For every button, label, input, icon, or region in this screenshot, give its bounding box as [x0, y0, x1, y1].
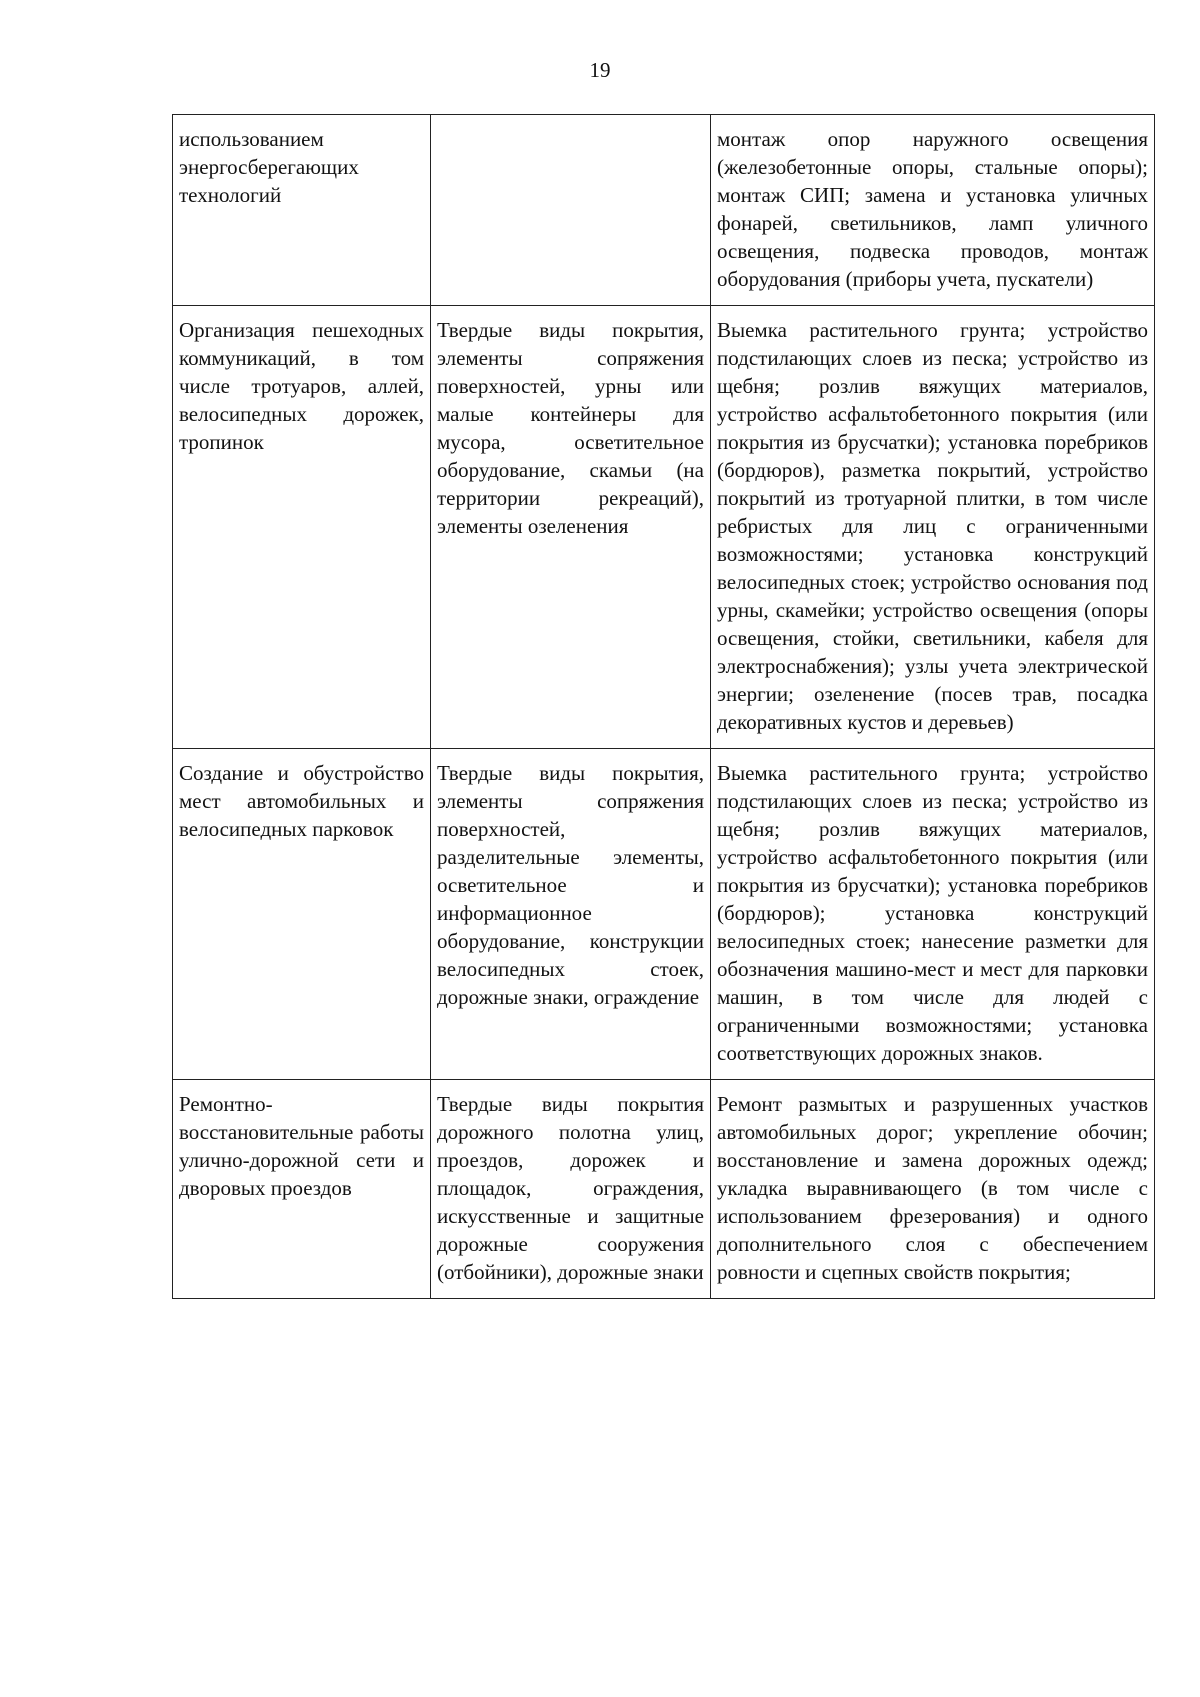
works-list-cell: Выемка растительного грунта; устройство подстилающих слоев из песка; устройство из щебня; розлив вяжущих материалов, устройство асфальтобетонного покрытия (или покрытия из брусчатки); установка поребриков (бордюров), разметка покрытий, устройство покрытий из тротуарной плитки, в том числе ребристых для лиц с ограниченными возможностями; установка конструкций велосипедных стоек; устройство основания под урны, скамейки; устройство освещения (опоры освещения, стойки, светильники, кабеля для электроснабжения); узлы учета электрической энергии; озеленение (посев трав, посадка декоративных кустов и деревьев)	[711, 306, 1155, 749]
table-row	[173, 115, 1155, 306]
elements-cell: Твердые виды покрытия дорожного полотна улиц, проездов, дорожек и площадок, ограждения, искусственные и защитные дорожные сооружения (отбойники), дорожные знаки	[431, 1080, 711, 1299]
work-type-cell: использованием энергосберегающих технологий	[173, 115, 431, 306]
work-type-cell: Создание и обустройство мест автомобильных и велосипедных парковок	[173, 749, 431, 1080]
table-row	[173, 306, 1155, 749]
table-row	[173, 749, 1155, 1080]
elements-cell: Твердые виды покрытия, элементы сопряжения поверхностей, урны или малые контейнеры для мусора, осветительное оборудование, скамьи (на территории рекреаций), элементы озеленения	[431, 306, 711, 749]
works-list-cell: Выемка растительного грунта; устройство подстилающих слоев из песка; устройство из щебня; розлив вяжущих материалов, устройство асфальтобетонного покрытия (или покрытия из брусчатки); установка поребриков (бордюров); установка конструкций велосипедных стоек; нанесение разметки для обозначения машино-мест и мест для парковки машин, в том числе для людей с ограниченными возможностями; установка соответствующих дорожных знаков.	[711, 749, 1155, 1080]
works-list-cell: монтаж опор наружного освещения (железобетонные опоры, стальные опоры); монтаж СИП; замена и установка уличных фонарей, светильников, ламп уличного освещения, подвеска проводов, монтаж оборудования (приборы учета, пускатели)	[711, 115, 1155, 306]
elements-cell: Твердые виды покрытия, элементы сопряжения поверхностей, разделительные элементы, осветительное и информационное оборудование, конструкции велосипедных стоек, дорожные знаки, ограждение	[431, 749, 711, 1080]
elements-cell	[431, 115, 711, 306]
works-table	[172, 114, 1155, 1299]
table-row	[173, 1080, 1155, 1299]
work-type-cell: Организация пешеходных коммуникаций, в том числе тротуаров, аллей, велосипедных дорожек, тропинок	[173, 306, 431, 749]
works-list-cell: Ремонт размытых и разрушенных участков автомобильных дорог; укрепление обочин; восстановление и замена дорожных одежд; укладка выравнивающего (в том числе с использованием фрезерования) и одного дополнительного слоя с обеспечением ровности и сцепных свойств покрытия;	[711, 1080, 1155, 1299]
work-type-cell: Ремонтно-восстановительные работы улично-дорожной сети и дворовых проездов	[173, 1080, 431, 1299]
page-number: 19	[589, 58, 611, 82]
